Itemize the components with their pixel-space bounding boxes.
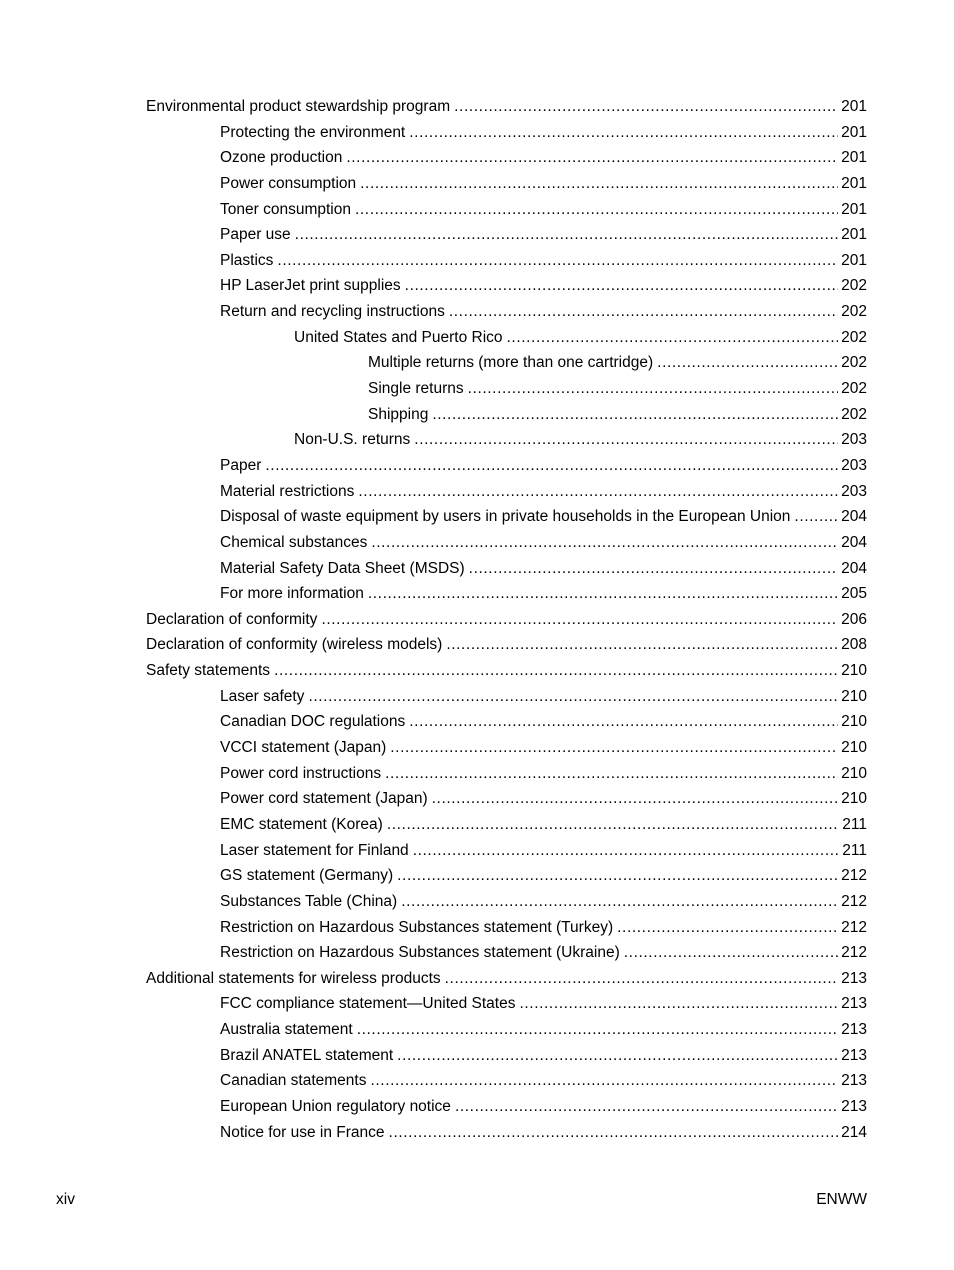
footer-label: ENWW [816,1191,867,1208]
toc-entry[interactable] [0,1120,954,1146]
dot-leader [617,915,838,941]
dot-leader [432,402,838,428]
dot-leader [397,863,838,889]
dot-leader [277,248,838,274]
toc-entry-page: 203 [841,456,867,474]
dot-leader [346,145,838,171]
toc-entry[interactable] [0,684,954,710]
toc-entry-title: Material Safety Data Sheet (MSDS) [220,559,465,577]
toc-entry-page: 202 [841,405,867,423]
dot-leader [368,581,838,607]
toc-entry-page: 205 [841,585,867,603]
dot-leader [414,427,838,453]
toc-entry-title: Brazil ANATEL statement [220,1046,394,1064]
dot-leader [469,556,838,582]
toc-entry[interactable] [0,556,954,582]
dot-leader [265,453,838,479]
toc-entry-title: Plastics [220,251,274,269]
toc-entry-title: Laser statement for Finland [220,841,409,859]
dot-leader [455,1094,838,1120]
toc-entry[interactable] [0,325,954,351]
toc-entry-title: Chemical substances [220,533,368,551]
toc-entry-title: Restriction on Hazardous Substances statement (Turkey) [220,918,614,936]
toc-entry-page: 201 [841,251,867,269]
toc-entry-page: 208 [841,636,867,654]
toc-entry-page: 210 [841,662,867,680]
toc-entry-page: 204 [841,533,867,551]
toc-entry[interactable] [0,273,954,299]
toc-entry-page: 202 [841,277,867,295]
dot-leader [387,812,839,838]
dot-leader [445,966,838,992]
dot-leader [321,607,838,633]
toc-entry-page: 204 [841,508,867,526]
toc-entry-title: Power consumption [220,174,357,192]
toc-entry-page: 212 [841,944,867,962]
toc-entry-page: 201 [841,98,867,115]
toc-entry[interactable] [0,1043,954,1069]
dot-leader [360,171,838,197]
toc-entry-page: 204 [841,559,867,577]
dot-leader [401,889,838,915]
toc-entry-page: 202 [841,328,867,346]
toc-entry-page: 213 [841,995,867,1013]
dot-leader [370,1068,838,1094]
toc-entry[interactable] [0,530,954,556]
toc-entry[interactable] [0,889,954,915]
toc-entry-page: 214 [841,1123,867,1141]
dot-leader [308,684,838,710]
toc-entry[interactable] [0,786,954,812]
toc-entry[interactable] [0,709,954,735]
toc-entry-title: Additional statements for wireless products [146,969,441,987]
toc-entry[interactable] [0,812,954,838]
toc-entry-title: Shipping [368,405,429,423]
toc-entry-page: 212 [841,918,867,936]
toc-entry-page: 210 [841,687,867,705]
toc-entry[interactable] [0,863,954,889]
dot-leader [358,479,838,505]
toc-entry-title: Declaration of conformity (wireless models) [146,636,443,654]
toc-entry-title: Non-U.S. returns [294,431,411,449]
dot-leader [397,1043,838,1069]
toc-entry-title: Notice for use in France [220,1123,385,1141]
toc-entry-title: Single returns [368,380,464,398]
toc-entry-title: Power cord instructions [220,764,382,782]
toc-entry-title: Protecting the environment [220,123,406,141]
toc-entry-page: 212 [841,892,867,910]
toc-entry[interactable] [0,991,954,1017]
toc-entry[interactable] [0,1068,954,1094]
toc-entry-title: VCCI statement (Japan) [220,739,387,757]
toc-entry-page: 212 [841,867,867,885]
toc-entry-page: 210 [841,764,867,782]
toc-entry-page: 211 [842,841,867,859]
dot-leader [355,197,838,223]
toc-entry[interactable] [0,222,954,248]
toc-entry-page: 206 [841,610,867,628]
dot-leader [371,530,838,556]
toc-entry-title: FCC compliance statement—United States [220,995,516,1013]
toc-entry-page: 202 [841,354,867,372]
toc-entry[interactable] [0,658,954,684]
toc-entry-page: 202 [841,303,867,321]
toc-entry-page: 213 [841,1072,867,1090]
toc-entry-page: 210 [841,790,867,808]
dot-leader [432,786,839,812]
toc-entry[interactable] [0,607,954,633]
toc-entry-page: 201 [841,200,867,218]
toc-entry-page: 213 [841,969,867,987]
toc-entry-page: 201 [841,226,867,244]
toc-entry-page: 203 [841,482,867,500]
toc-entry-title: Restriction on Hazardous Substances statement (Ukraine) [220,944,620,962]
dot-leader [295,222,838,248]
dot-leader [449,299,838,325]
toc-entry-title: United States and Puerto Rico [294,328,503,346]
toc-entry[interactable] [0,940,954,966]
toc-entry[interactable] [0,197,954,223]
toc-entry[interactable] [0,376,954,402]
toc-entry[interactable] [0,735,954,761]
dot-leader [413,838,840,864]
dot-leader [390,735,838,761]
dot-leader [454,94,838,120]
toc-entry-title: Material restrictions [220,482,355,500]
toc-entry-page: 202 [841,380,867,398]
toc-entry[interactable] [0,1094,954,1120]
toc-entry[interactable] [0,299,954,325]
toc-entry-page: 211 [842,815,867,833]
toc-entry-page: 213 [841,1046,867,1064]
dot-leader [274,658,838,684]
toc-entry[interactable] [0,453,954,479]
toc-entry[interactable] [0,145,954,171]
toc-entry-title: Paper [220,456,262,474]
toc-entry-title: Disposal of waste equipment by users in private households in the European Union [220,508,791,526]
dot-leader [657,350,838,376]
dot-leader [794,504,838,530]
dot-leader [409,709,838,735]
toc-entry-page: 213 [841,1021,867,1039]
toc-entry-page: 210 [841,739,867,757]
toc-entry[interactable] [0,1017,954,1043]
toc-entry-page: 210 [841,713,867,731]
dot-leader [446,632,838,658]
toc-entry[interactable] [0,966,954,992]
toc-entry[interactable] [0,248,954,274]
dot-leader [624,940,838,966]
dot-leader [409,120,838,146]
toc-entry-title: Declaration of conformity [146,610,318,628]
toc-entry[interactable] [0,427,954,453]
dot-leader [389,1120,839,1146]
toc-entry-title: Australia statement [220,1021,353,1039]
toc-entry-title: European Union regulatory notice [220,1097,451,1115]
toc-entry[interactable] [0,171,954,197]
toc-entry[interactable] [0,120,954,146]
footer-page-number: xiv [56,1191,75,1208]
toc-entry[interactable] [0,761,954,787]
toc-entry-title: Canadian statements [220,1072,367,1090]
toc-entry[interactable] [0,915,954,941]
toc-entry[interactable] [0,350,954,376]
toc-entry-title: Return and recycling instructions [220,303,445,321]
dot-leader [519,991,838,1017]
toc-entry-title: EMC statement (Korea) [220,815,383,833]
toc-entry-title: Laser safety [220,687,305,705]
toc-entry[interactable] [0,94,954,120]
dot-leader [507,325,839,351]
toc-entry-title: Toner consumption [220,200,351,218]
toc-entry-page: 201 [841,123,867,141]
dot-leader [357,1017,838,1043]
toc-entry-title: Environmental product stewardship program [146,98,451,115]
toc-entry-page: 213 [841,1097,867,1115]
toc-entry-page: 201 [841,174,867,192]
toc-entry-page: 201 [841,149,867,167]
toc-entry[interactable] [0,581,954,607]
toc-entry[interactable] [0,632,954,658]
dot-leader [405,273,838,299]
toc-entry-title: Substances Table (China) [220,892,398,910]
toc-entry-title: Canadian DOC regulations [220,713,406,731]
toc-entry-title: GS statement (Germany) [220,867,394,885]
toc-entry-title: Multiple returns (more than one cartridge) [368,354,654,372]
table-of-contents [0,94,954,1145]
toc-entry-title: Safety statements [146,662,271,680]
toc-entry-title: Ozone production [220,149,343,167]
toc-entry[interactable] [0,838,954,864]
toc-entry-title: For more information [220,585,364,603]
toc-entry[interactable] [0,504,954,530]
toc-entry-page: 203 [841,431,867,449]
toc-entry[interactable] [0,402,954,428]
toc-entry-title: Paper use [220,226,291,244]
dot-leader [468,376,838,402]
toc-entry-title: HP LaserJet print supplies [220,277,401,295]
toc-entry[interactable] [0,479,954,505]
dot-leader [385,761,838,787]
toc-entry-title: Power cord statement (Japan) [220,790,428,808]
